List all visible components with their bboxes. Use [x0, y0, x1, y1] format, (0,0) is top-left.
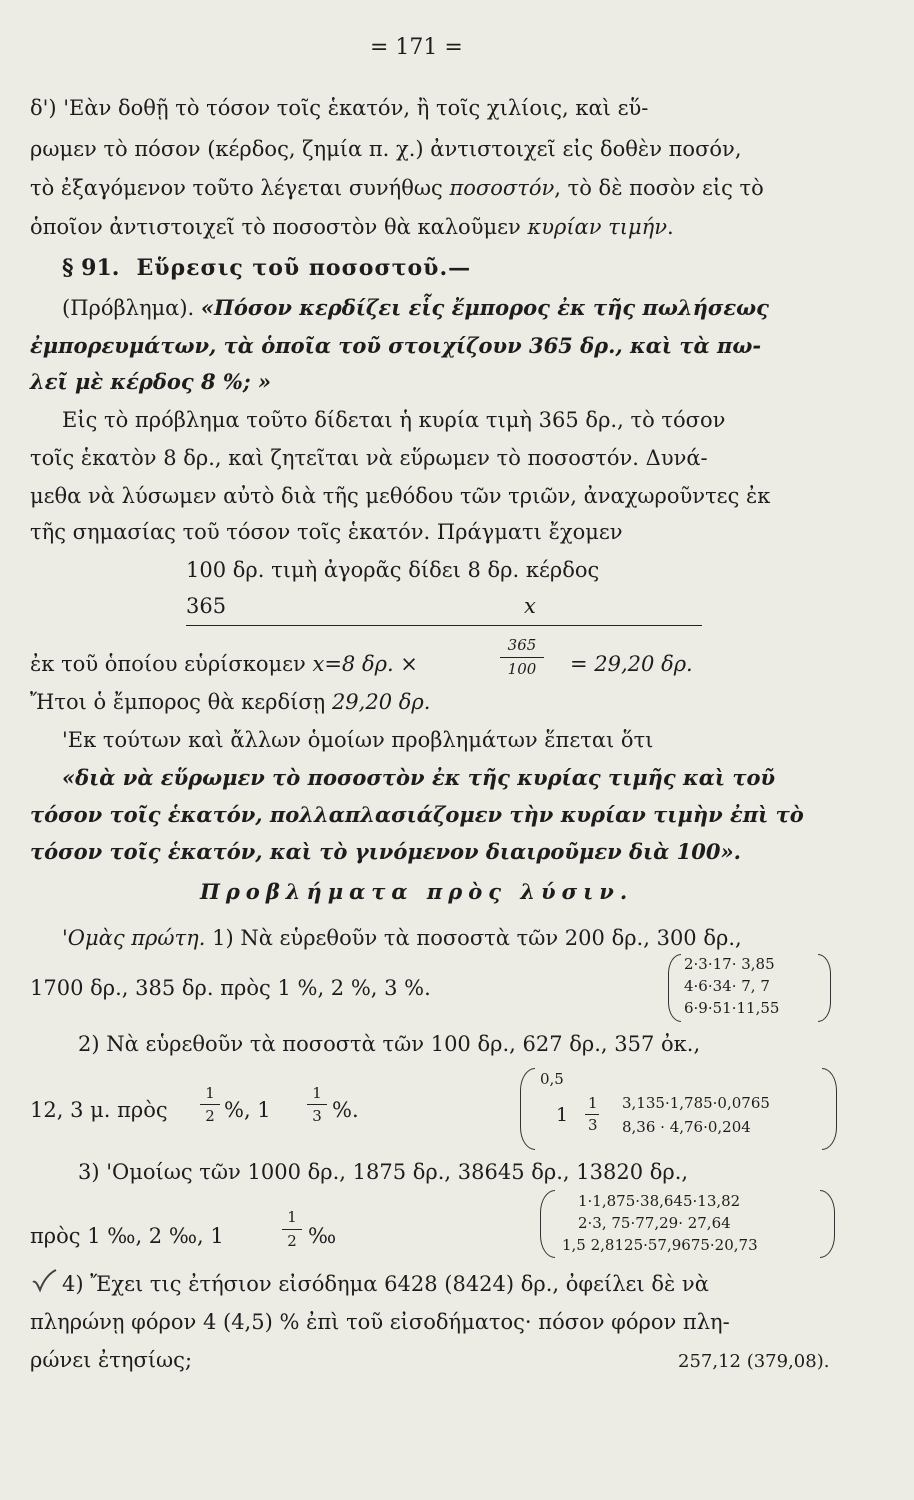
problem-label: (Πρόβλημα). [62, 296, 195, 320]
term-kyria-timi: κυρίαν τιμήν [527, 215, 668, 239]
p2-frac1-bar [200, 1104, 220, 1105]
result-line [30, 688, 430, 716]
problem-line-1 [62, 294, 769, 322]
calc-line [30, 650, 418, 678]
p1-answer-3: 6·9·51·11,55 [684, 999, 780, 1017]
p4-line-3: ρώνει ἐτησίως; [30, 1348, 193, 1372]
para-d-line-1: δ') 'Εὰν δοθῇ τὸ τόσον τοῖς ἑκατόν, ἢ τοῖς χιλίοις, καὶ εὕ- [30, 96, 649, 120]
problem-line-2: ἐμπορευμάτων, τὰ ὁποῖα τοῦ στοιχίζουν 365 δρ., καὶ τὰ πω- [30, 333, 762, 358]
p4-line-1: 4) Ἔχει τις ἐτήσιον εἰσόδημα 6428 (8424) δρ., ὀφείλει δὲ νὰ [62, 1272, 709, 1296]
p1-answer-paren-right [818, 954, 831, 1022]
p3-line-2-b: ‰ [308, 1224, 337, 1248]
three-rule-row-2-a: 365 [186, 594, 227, 618]
calc-expr: x=8 δρ. × [312, 652, 418, 676]
p2-frac2-den: 3 [312, 1107, 322, 1125]
p2-answer-frac-num: 1 [588, 1094, 598, 1112]
p1-answer-2: 4·6·34· 7, 7 [684, 977, 770, 995]
p1-group: 'Ομὰς πρώτη. [62, 926, 206, 950]
page-number: = 171 = [370, 35, 463, 60]
text: τὸ ἐξαγόμενον τοῦτο λέγεται συνήθως [30, 176, 450, 200]
p2-line-2-c: %. [332, 1098, 359, 1122]
p3-line-2-a: πρὸς 1 ‰, 2 ‰, 1 [30, 1224, 224, 1248]
p1-line-2: 1700 δρ., 385 δρ. πρὸς 1 %, 2 %, 3 %. [30, 976, 431, 1000]
problem-question: «Πόσον κερδίζει εἷς ἔμπορος ἐκ τῆς πωλήσεως [200, 295, 769, 320]
p2-answer-paren-right [822, 1068, 837, 1150]
p2-line-2-a: 12, 3 μ. πρὸς [30, 1098, 168, 1122]
p2-answer-frac-bar [585, 1114, 599, 1115]
para-d-line-2: ρωμεν τὸ πόσον (κέρδος, ζημία π. χ.) ἀντιστοιχεῖ εἰς δοθὲν ποσόν, [30, 137, 742, 161]
calc-frac-bar [500, 657, 544, 658]
p2-frac2-bar [307, 1104, 327, 1105]
p2-frac1-num: 1 [205, 1084, 215, 1102]
term-pososton: ποσοστόν [449, 176, 555, 200]
p2-frac1-den: 2 [205, 1107, 215, 1125]
three-rule-row-1: 100 δρ. τιμὴ ἀγορᾶς δίδει 8 δρ. κέρδος [186, 558, 600, 582]
section-title: Εὕρεσις τοῦ ποσοστοῦ.— [136, 255, 472, 281]
calc-frac-den: 100 [507, 660, 537, 678]
handwritten-check-mark [30, 1268, 56, 1294]
rule-intro: 'Εκ τούτων καὶ ἄλλων ὁμοίων προβλημάτων ἕπεται ὅτι [62, 728, 654, 752]
p4-line-2: πληρώνῃ φόρον 4 (4,5) % ἐπὶ τοῦ εἰσοδήματος· πόσον φόρον πλη- [30, 1310, 730, 1334]
solution-line-4: τῆς σημασίας τοῦ τόσον τοῖς ἑκατόν. Πράγματι ἔχομεν [30, 520, 623, 544]
section-number: § 91. [62, 255, 120, 281]
text: ὁποῖον ἀντιστοιχεῖ τὸ ποσοστὸν θὰ καλοῦμεν [30, 215, 528, 239]
p1-text: 1) Νὰ εὑρεθοῦν τὰ ποσοστὰ τῶν 200 δρ., 300 δρ., [212, 926, 742, 950]
check-mark-icon [30, 1268, 58, 1296]
rule-line-3: τόσον τοῖς ἑκατόν, καὶ τὸ γινόμενον διαιροῦμεν διὰ 100». [30, 839, 741, 864]
p3-line-1: 3) 'Ομοίως τῶν 1000 δρ., 1875 δρ., 38645 δρ., 13820 δρ., [78, 1160, 689, 1184]
p2-line-1: 2) Νὰ εὑρεθοῦν τὰ ποσοστὰ τῶν 100 δρ., 627 δρ., 357 ὀκ., [78, 1032, 701, 1056]
p3-frac-bar [282, 1229, 302, 1230]
section-heading [62, 254, 471, 283]
text: Ἤτοι ὁ ἔμπορος θὰ κερδίσῃ [30, 690, 332, 714]
p1-answer-paren-left [668, 954, 681, 1022]
problem-line-3: λεῖ μὲ κέρδος 8 %; » [30, 369, 272, 394]
p1-answer-1: 2·3·17· 3,85 [684, 955, 775, 973]
p3-answer-2: 2·3, 75·77,29· 27,64 [578, 1214, 731, 1232]
p3-answer-1: 1·1,875·38,645·13,82 [578, 1192, 741, 1210]
p3-frac-num: 1 [287, 1208, 297, 1226]
p2-answer-a: 3,135·1,785·0,0765 [622, 1094, 770, 1112]
p2-answer-top: 0,5 [540, 1070, 564, 1088]
p1-line-1 [62, 924, 742, 952]
p3-answer-paren-right [820, 1190, 835, 1258]
p3-answer-3: 1,5 2,8125·57,9675·20,73 [562, 1236, 758, 1254]
p2-answer-frac-den: 3 [588, 1116, 598, 1134]
text: , τὸ δὲ ποσὸν εἰς τὸ [554, 176, 764, 200]
p2-answer-paren-left [520, 1068, 535, 1150]
p3-frac-den: 2 [287, 1232, 297, 1250]
p3-answer-paren-left [540, 1190, 555, 1258]
calc-result: = 29,20 δρ. [570, 652, 693, 676]
rule-line-2: τόσον τοῖς ἑκατόν, πολλαπλασιάζομεν τὴν κυρίαν τιμὴν ἐπὶ τὸ [30, 802, 804, 827]
p2-answer-b: 8,36 · 4,76·0,204 [622, 1118, 751, 1136]
solution-line-3: μεθα νὰ λύσωμεν αὐτὸ διὰ τῆς μεθόδου τῶν τριῶν, ἀναχωροῦντες ἐκ [30, 484, 771, 508]
para-d-line-4 [30, 213, 674, 241]
p2-line-2-b: %, 1 [224, 1098, 271, 1122]
p2-frac2-num: 1 [312, 1084, 322, 1102]
three-rule-row-2-x: x [524, 594, 536, 618]
text: . [667, 215, 674, 239]
problems-heading: Προβλήματα πρὸς λύσιν. [200, 879, 634, 904]
solution-line-2: τοῖς ἑκατὸν 8 δρ., καὶ ζητεῖται νὰ εὕρωμεν τὸ ποσοστόν. Δυνά- [30, 446, 708, 470]
three-rule-line [186, 625, 702, 626]
solution-line-1: Εἰς τὸ πρόβλημα τοῦτο δίδεται ἡ κυρία τιμὴ 365 δρ., τὸ τόσον [62, 408, 726, 432]
calc-frac-num: 365 [507, 636, 537, 654]
para-d-line-3 [30, 174, 764, 202]
rule-line-1: «διὰ νὰ εὕρωμεν τὸ ποσοστὸν ἐκ τῆς κυρίας τιμῆς καὶ τοῦ [62, 765, 776, 790]
p4-answer: 257,12 (379,08). [678, 1351, 830, 1372]
p2-answer-one: 1 [556, 1104, 569, 1126]
result-value: 29,20 δρ. [331, 690, 431, 714]
text: ἐκ τοῦ ὁποίου εὑρίσκομεν [30, 652, 313, 676]
